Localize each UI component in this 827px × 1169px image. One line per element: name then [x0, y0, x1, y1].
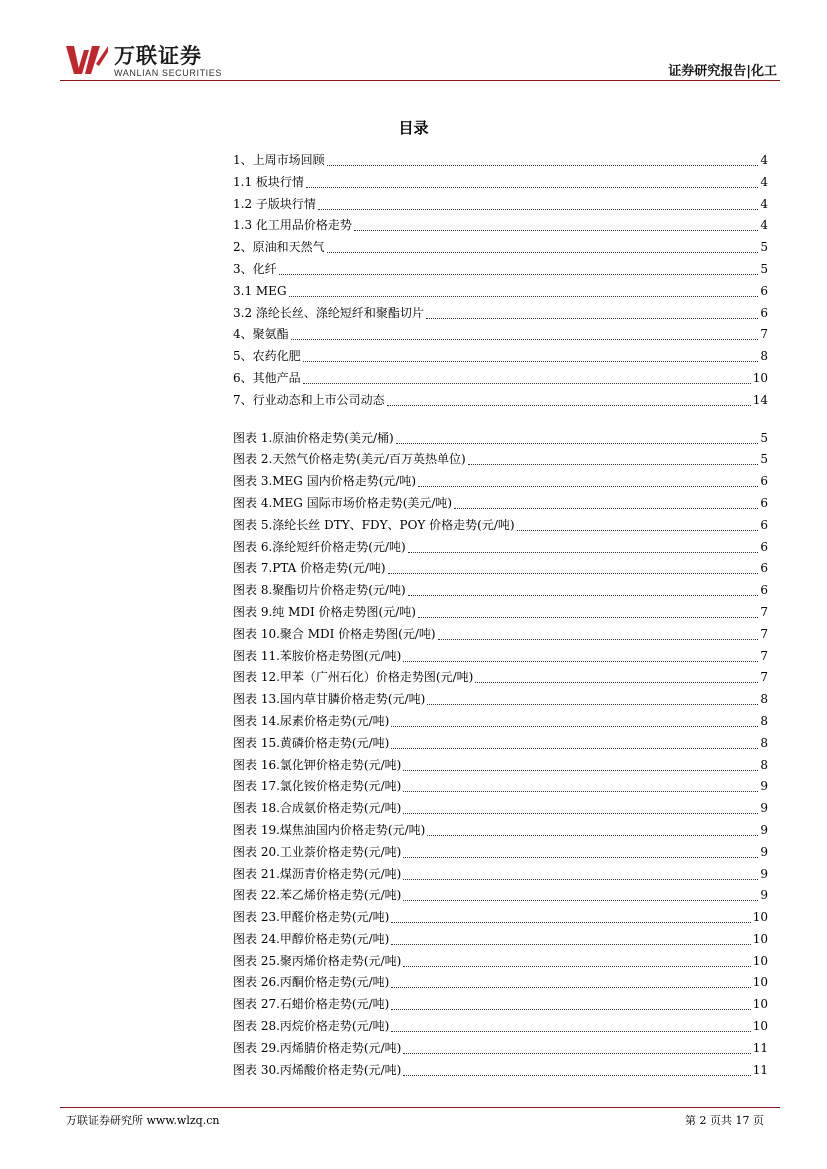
- figure-entry-page: 6: [760, 495, 768, 510]
- dot-leader: [391, 733, 758, 749]
- dot-leader: [403, 1038, 750, 1054]
- figure-entry-page: 6: [760, 561, 768, 576]
- dot-leader: [391, 1016, 750, 1032]
- toc-entry-page: 10: [752, 370, 768, 385]
- figure-entry[interactable]: [233, 733, 768, 755]
- footer-divider: [60, 1107, 780, 1108]
- toc-entry[interactable]: [233, 368, 768, 390]
- figure-entry-page: 10: [752, 1019, 768, 1034]
- logo-chinese-name: 万联证券: [114, 44, 202, 68]
- figure-entry-label: 图表 17.氯化铵价格走势(元/吨): [233, 779, 402, 794]
- figure-entry[interactable]: [233, 842, 768, 864]
- figure-entry[interactable]: [233, 580, 768, 602]
- dot-leader: [517, 515, 759, 531]
- figure-entry[interactable]: [233, 624, 768, 646]
- figure-entry-page: 10: [752, 975, 768, 990]
- footer-institute: 万联证券研究所 www.wlzq.cn: [66, 1114, 220, 1127]
- toc-entry[interactable]: [233, 390, 768, 412]
- dot-leader: [418, 471, 758, 487]
- figure-entry-label: 图表 30.丙烯酸价格走势(元/吨): [233, 1062, 402, 1077]
- toc-entry[interactable]: [233, 237, 768, 259]
- figure-entry[interactable]: [233, 602, 768, 624]
- figure-entry-page: 5: [760, 430, 768, 445]
- dot-leader: [418, 602, 758, 618]
- figure-entry[interactable]: [233, 929, 768, 951]
- dot-leader: [279, 259, 759, 275]
- figure-entry[interactable]: [233, 798, 768, 820]
- figure-entry[interactable]: [233, 1060, 768, 1082]
- figure-entry-label: 图表 2.天然气价格走势(美元/百万英热单位): [233, 452, 466, 467]
- figure-entry-page: 9: [760, 822, 768, 837]
- dot-leader: [403, 776, 758, 792]
- dot-leader: [387, 390, 751, 406]
- dot-leader: [403, 885, 758, 901]
- toc-entry[interactable]: [233, 281, 768, 303]
- dot-leader: [403, 798, 758, 814]
- figure-entry[interactable]: [233, 515, 768, 537]
- figure-entry-page: 7: [760, 626, 768, 641]
- figure-entry-page: 6: [760, 474, 768, 489]
- figure-entry-label: 图表 26.丙酮价格走势(元/吨): [233, 975, 390, 990]
- dot-leader: [426, 303, 758, 319]
- toc-sections: [233, 150, 768, 412]
- figure-entry-page: 7: [760, 648, 768, 663]
- figure-entry-label: 图表 14.尿素价格走势(元/吨): [233, 713, 390, 728]
- toc-entry-page: 5: [760, 240, 768, 255]
- toc-entry-page: 6: [760, 283, 768, 298]
- figure-entry-page: 6: [760, 539, 768, 554]
- dot-leader: [289, 281, 759, 297]
- toc-entry-page: 4: [760, 153, 768, 167]
- dot-leader: [391, 972, 750, 988]
- toc-entry-page: 5: [760, 261, 768, 276]
- figure-entry-page: 11: [752, 1040, 768, 1055]
- dot-leader: [396, 428, 759, 444]
- toc-entry-page: 4: [760, 174, 768, 189]
- dot-leader: [354, 215, 758, 231]
- figure-entry[interactable]: [233, 449, 768, 471]
- toc-entry-label: 1.3 化工用品价格走势: [233, 218, 352, 233]
- dot-leader: [408, 537, 759, 553]
- figure-entry-page: 6: [760, 517, 768, 532]
- toc-entry[interactable]: [233, 215, 768, 237]
- dot-leader: [468, 449, 759, 465]
- figure-entry-page: 10: [752, 953, 768, 968]
- figure-entry-page: 8: [760, 757, 768, 772]
- dot-leader: [438, 624, 759, 640]
- figure-entry[interactable]: [233, 1038, 768, 1060]
- figure-entry[interactable]: [233, 755, 768, 777]
- figure-entry[interactable]: [233, 907, 768, 929]
- toc-entry[interactable]: [233, 346, 768, 368]
- figure-entry-page: 7: [760, 670, 768, 685]
- figure-entry[interactable]: [233, 864, 768, 886]
- figure-entry[interactable]: [233, 471, 768, 493]
- figure-entry-label: 图表 1.原油价格走势(美元/桶): [233, 430, 394, 445]
- figure-entry-page: 11: [752, 1062, 768, 1077]
- figure-entry-label: 图表 22.苯乙烯价格走势(元/吨): [233, 888, 402, 903]
- figure-entry-label: 图表 7.PTA 价格走势(元/吨): [233, 561, 386, 576]
- figure-entry-page: 5: [760, 452, 768, 467]
- figure-entry-label: 图表 13.国内草甘膦价格走势(元/吨): [233, 692, 426, 707]
- header-divider: [60, 80, 780, 81]
- figure-entry-label: 图表 19.煤焦油国内价格走势(元/吨): [233, 822, 426, 837]
- dot-leader: [327, 150, 759, 166]
- figure-entry-page: 10: [752, 997, 768, 1012]
- figure-entry-label: 图表 8.聚酯切片价格走势(元/吨): [233, 583, 406, 598]
- toc-entry-page: 4: [760, 218, 768, 233]
- toc-entry-label: 7、行业动态和上市公司动态: [233, 392, 385, 407]
- dot-leader: [391, 994, 750, 1010]
- figure-entry[interactable]: [233, 428, 768, 450]
- dot-leader: [403, 864, 758, 880]
- figure-entry-label: 图表 5.涤纶长丝 DTY、FDY、POY 价格走势(元/吨): [233, 517, 515, 532]
- figure-entry[interactable]: [233, 493, 768, 515]
- report-type-label: 证券研究报告|化工: [668, 64, 777, 79]
- figure-entry-label: 图表 9.纯 MDI 价格走势图(元/吨): [233, 604, 416, 619]
- figure-entry-label: 图表 10.聚合 MDI 价格走势图(元/吨): [233, 626, 436, 641]
- figure-entry[interactable]: [233, 1016, 768, 1038]
- logo-w-left-stroke: [66, 46, 80, 74]
- figure-entry[interactable]: [233, 646, 768, 668]
- figure-entry-page: 7: [760, 604, 768, 619]
- toc-figures: [233, 428, 768, 1082]
- figure-entry-label: 图表 20.工业萘价格走势(元/吨): [233, 844, 402, 859]
- footer-page-number: 第 2 页共 17 页: [685, 1114, 764, 1127]
- figure-entry[interactable]: [233, 711, 768, 733]
- figure-entry-label: 图表 18.合成氨价格走势(元/吨): [233, 801, 402, 816]
- dot-leader: [391, 907, 750, 923]
- dot-leader: [403, 842, 758, 858]
- toc-entry-label: 2、原油和天然气: [233, 240, 325, 255]
- figure-entry[interactable]: [233, 667, 768, 689]
- toc-entry-page: 8: [760, 349, 768, 364]
- logo-english-name: WANLIAN SECURITIES: [114, 68, 222, 78]
- dot-leader: [327, 237, 759, 253]
- dot-leader: [388, 558, 759, 574]
- figure-entry-page: 9: [760, 779, 768, 794]
- figure-entry[interactable]: [233, 537, 768, 559]
- toc-entry[interactable]: [233, 150, 768, 172]
- figure-entry-page: 9: [760, 888, 768, 903]
- table-of-contents: [233, 150, 768, 1081]
- toc-entry[interactable]: [233, 259, 768, 281]
- dot-leader: [403, 1060, 750, 1076]
- dot-leader: [403, 755, 758, 771]
- figure-entry-page: 8: [760, 735, 768, 750]
- toc-gap: [233, 412, 768, 428]
- figure-entry-label: 图表 12.甲苯（广州石化）价格走势图(元/吨): [233, 670, 474, 685]
- figure-entry-label: 图表 25.聚丙烯价格走势(元/吨): [233, 953, 402, 968]
- figure-entry[interactable]: [233, 558, 768, 580]
- figure-entry-label: 图表 29.丙烯腈价格走势(元/吨): [233, 1040, 402, 1055]
- wanlian-logo-icon: [66, 44, 108, 78]
- toc-entry-label: 6、其他产品: [233, 370, 301, 385]
- figure-entry-label: 图表 23.甲醛价格走势(元/吨): [233, 910, 390, 925]
- figure-entry-page: 10: [752, 931, 768, 946]
- toc-entry[interactable]: [233, 172, 768, 194]
- toc-entry-label: 1.2 子版块行情: [233, 196, 316, 211]
- toc-entry-label: 3.2 涤纶长丝、涤纶短纤和聚酯切片: [233, 305, 424, 320]
- figure-entry-label: 图表 6.涤纶短纤价格走势(元/吨): [233, 539, 406, 554]
- figure-entry-label: 图表 28.丙烷价格走势(元/吨): [233, 1019, 390, 1034]
- figure-entry-page: 9: [760, 844, 768, 859]
- figure-entry-label: 图表 21.煤沥青价格走势(元/吨): [233, 866, 402, 881]
- toc-entry-label: 3、化纤: [233, 261, 277, 276]
- dot-leader: [427, 820, 758, 836]
- figure-entry-label: 图表 15.黄磷价格走势(元/吨): [233, 735, 390, 750]
- dot-leader: [303, 368, 751, 384]
- toc-entry-page: 14: [752, 392, 768, 407]
- toc-entry[interactable]: [233, 194, 768, 216]
- toc-entry-page: 6: [760, 305, 768, 320]
- dot-leader: [303, 346, 759, 362]
- figure-entry[interactable]: [233, 994, 768, 1016]
- dot-leader: [403, 951, 750, 967]
- figure-entry[interactable]: [233, 951, 768, 973]
- toc-entry-label: 3.1 MEG: [233, 283, 287, 298]
- figure-entry-label: 图表 27.石蜡价格走势(元/吨): [233, 997, 390, 1012]
- figure-entry-label: 图表 16.氯化钾价格走势(元/吨): [233, 757, 402, 772]
- dot-leader: [391, 929, 750, 945]
- toc-entry[interactable]: [233, 303, 768, 325]
- dot-leader: [475, 667, 758, 683]
- toc-entry-label: 1、上周市场回顾: [233, 153, 325, 167]
- figure-entry[interactable]: [233, 972, 768, 994]
- dot-leader: [408, 580, 759, 596]
- dot-leader: [318, 194, 758, 210]
- toc-entry-label: 5、农药化肥: [233, 349, 301, 364]
- dot-leader: [427, 689, 758, 705]
- figure-entry-page: 10: [752, 910, 768, 925]
- toc-entry-label: 1.1 板块行情: [233, 174, 304, 189]
- figure-entry-label: 图表 4.MEG 国际市场价格走势(美元/吨): [233, 495, 453, 510]
- figure-entry-label: 图表 11.苯胺价格走势图(元/吨): [233, 648, 402, 663]
- figure-entry[interactable]: [233, 885, 768, 907]
- figure-entry-label: 图表 24.甲醇价格走势(元/吨): [233, 931, 390, 946]
- toc-entry-label: 4、聚氨酯: [233, 327, 289, 342]
- figure-entry[interactable]: [233, 776, 768, 798]
- dot-leader: [391, 711, 758, 727]
- dot-leader: [403, 646, 758, 662]
- figure-entry-label: 图表 3.MEG 国内价格走势(元/吨): [233, 474, 417, 489]
- figure-entry-page: 8: [760, 713, 768, 728]
- toc-title: 目录: [398, 119, 429, 137]
- figure-entry-page: 9: [760, 801, 768, 816]
- dot-leader: [306, 172, 758, 188]
- figure-entry-page: 8: [760, 692, 768, 707]
- figure-entry[interactable]: [233, 689, 768, 711]
- toc-entry-page: 4: [760, 196, 768, 211]
- toc-entry-page: 7: [760, 327, 768, 342]
- toc-entry[interactable]: [233, 324, 768, 346]
- company-logo: [66, 44, 236, 80]
- figure-entry[interactable]: [233, 820, 768, 842]
- dot-leader: [454, 493, 758, 509]
- figure-entry-page: 9: [760, 866, 768, 881]
- dot-leader: [291, 324, 759, 340]
- figure-entry-page: 6: [760, 583, 768, 598]
